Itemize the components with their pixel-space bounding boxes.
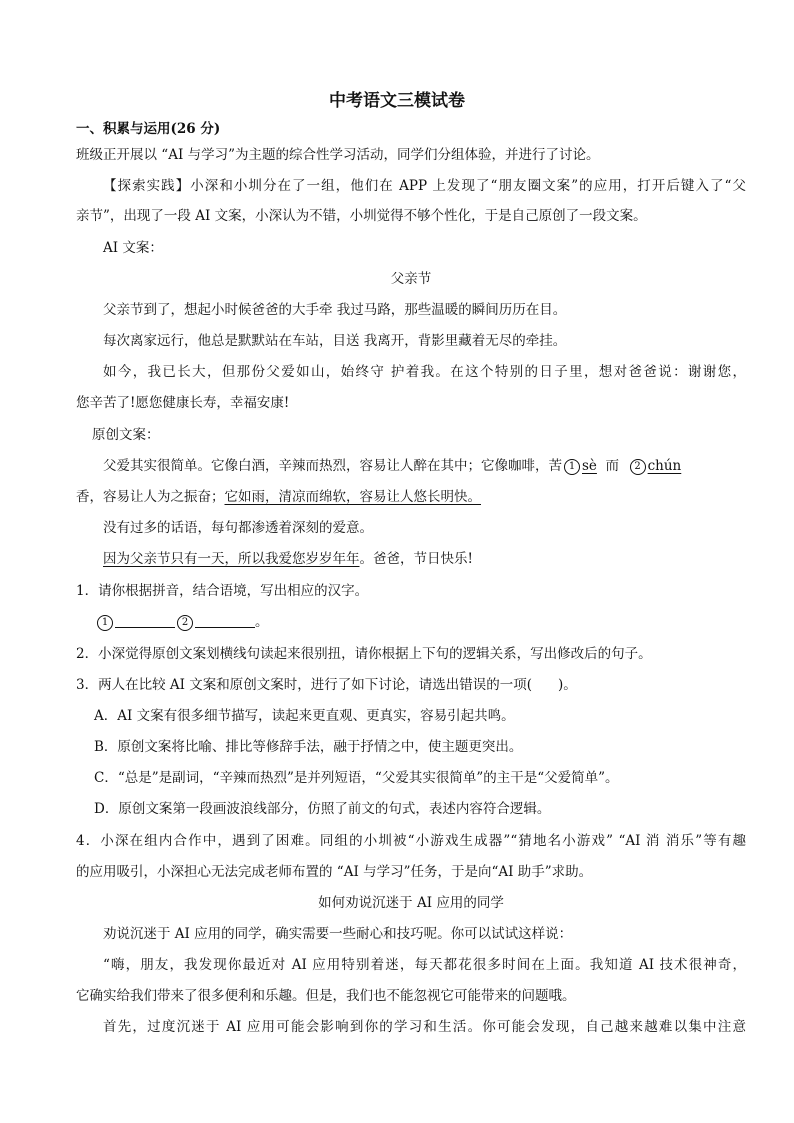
pinyin-1: sè — [582, 458, 597, 474]
answer-blank-1[interactable] — [115, 613, 175, 628]
answer-marker-1: 1 — [97, 615, 113, 631]
original-paragraph-2: 没有过多的话语，每句都渗透着深刻的爱意。 — [103, 520, 373, 536]
essay-paragraph-3-line-1: 首先，过度沉迷于 AI 应用可能会影响到你的学习和生活。你可能会发现，自己越来越难以集中注意 — [103, 1019, 746, 1035]
page-title: 中考语文三模试卷 — [329, 91, 465, 111]
ai-paragraph-3-line-2: 您辛苦了!愿您健康长寿，幸福安康! — [76, 395, 290, 411]
ai-paragraph-1: 父亲节到了，想起小时候爸爸的大手牵 我过马路，那些温暖的瞬间历历在目。 — [103, 302, 567, 318]
ai-copy-title: 父亲节 — [390, 271, 432, 287]
pinyin-2: chún — [647, 458, 682, 474]
option-b: B．原创文案将比喻、排比等修辞手法，融于抒情之中，使主题更突出。 — [94, 739, 523, 755]
section-heading: 一、积累与运用(26 分) — [76, 121, 221, 137]
ai-paragraph-3-line-1: 如今，我已长大，但那份父爱如山，始终守 护着我。在这个特别的日子里，想对爸爸说：谢谢您， — [103, 364, 746, 380]
option-a: A．AI 文案有很多细节描写，读起来更直观、更真实，容易引起共鸣。 — [94, 708, 515, 724]
question-1: 1．请你根据拼音，结合语境，写出相应的汉字。 — [76, 583, 369, 599]
explore-line-1: 【探索实践】小深和小圳分在了一组，他们在 APP 上发现了“朋友圈文案”的应用，打开后键入了“父 — [103, 178, 746, 194]
question-1-answer-line — [95, 613, 269, 631]
question-4-line-1: 4．小深在组内合作中，遇到了困难。同组的小圳被“小游戏生成器”“猜地名小游戏” “AI 消 消乐”等有趣 — [76, 833, 746, 849]
original-paragraph-3 — [103, 550, 473, 568]
ai-paragraph-2: 每次离家远行，他总是默默站在车站，目送 我离开，背影里藏着无尽的牵挂。 — [103, 333, 567, 349]
period: 。 — [255, 614, 269, 630]
underlined-sentence: 它如雨，清凉而绵软，容易让人悠长明快。 — [224, 489, 481, 505]
intro-paragraph: 班级正开展以 “AI 与学习”为主题的综合性学习活动，同学们分组体验，并进行了讨论。 — [76, 147, 600, 163]
explore-line-2: 亲节”，出现了一段 AI 文案，小深认为不错，小圳觉得不够个性化，于是自己原创了一段文案。 — [76, 208, 647, 224]
question-3-close: )。 — [558, 677, 577, 693]
question-3 — [76, 676, 577, 694]
original-label: 原创文案： — [92, 427, 160, 443]
answer-marker-2: 2 — [177, 615, 193, 631]
blank-marker-1: 1 — [564, 459, 580, 475]
question-4-line-2: 的应用吸引，小深担心无法完成老师布置的 “AI 与学习”任务，于是向“AI 助手”求助。 — [76, 864, 593, 880]
essay-paragraph-2-line-2: 它确实给我们带来了很多便利和乐趣。但是，我们也不能忽视它可能带来的问题哦。 — [76, 988, 576, 1004]
underlined-sentence: 因为父亲节只有一天，所以我爱您岁岁年年 — [103, 551, 360, 567]
question-2: 2．小深觉得原创文案划横线句读起来很别扭，请你根据上下句的逻辑关系，写出修改后的句子。 — [76, 646, 652, 662]
option-c: C．“总是”是副词，“辛辣而热烈”是并列短语，“父爱其实很简单”的主干是“父爱简单”。 — [94, 770, 619, 786]
connector-word: 而 — [605, 458, 620, 474]
essay-paragraph-1: 劝说沉迷于 AI 应用的同学，确实需要一些耐心和技巧呢。你可以试试这样说： — [103, 926, 573, 942]
answer-blank-2[interactable] — [195, 613, 255, 628]
original-text: 父爱其实很简单。它像白酒，辛辣而热烈，容易让人醉在其中；它像咖啡，苦 — [103, 458, 562, 474]
essay-paragraph-2-line-1: “嗨，朋友，我发现你最近对 AI 应用特别着迷，每天都花很多时间在上面。我知道 AI 技术很神奇， — [103, 957, 746, 973]
original-text: 。爸爸，节日快乐! — [359, 551, 473, 567]
question-3-text: 3．两人在比较 AI 文案和原创文案时，进行了如下讨论，请选出错误的一项( — [76, 677, 533, 693]
option-d: D．原创文案第一段画波浪线部分，仿照了前文的句式，表述内容符合逻辑。 — [94, 801, 551, 817]
blank-marker-2: 2 — [630, 459, 646, 475]
original-text: 香，容易让人为之振奋； — [76, 489, 225, 505]
ai-label: AI 文案： — [103, 240, 163, 256]
essay-title: 如何劝说沉迷于 AI 应用的同学 — [318, 895, 504, 911]
original-paragraph-1-line-1 — [103, 457, 681, 475]
original-paragraph-1-line-2 — [76, 488, 481, 506]
